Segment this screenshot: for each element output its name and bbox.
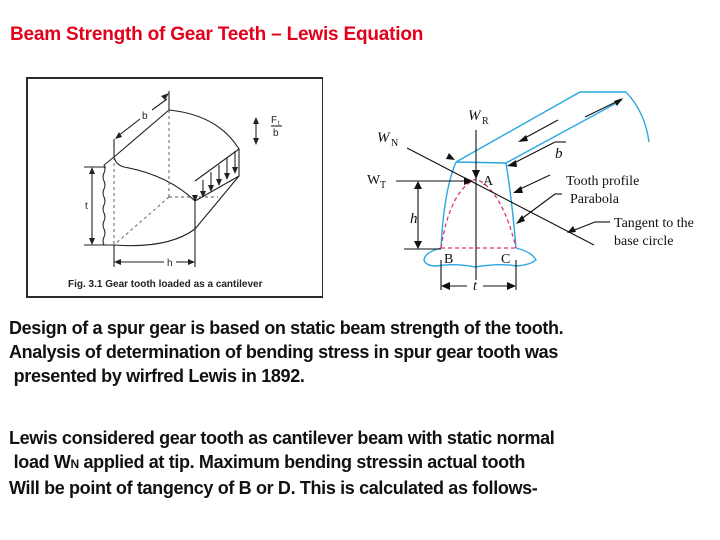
label-tangent-1: Tangent to the [614, 216, 694, 231]
lewis-tooth-diagram [340, 90, 720, 310]
label-A: A [483, 174, 494, 189]
label-tooth-profile: Tooth profile [566, 174, 640, 189]
paragraph-lewis-line-1: Lewis considered gear tooth as cantilever beam with static normal [9, 428, 555, 448]
line-2-prefix: load W [9, 452, 71, 472]
subscript-N: N [70, 457, 79, 471]
figure-cantilever [26, 77, 323, 298]
label-tangent-2: base circle [614, 234, 674, 249]
label-h: h [167, 258, 173, 269]
label-parabola: Parabola [570, 192, 619, 207]
label-h: h [410, 211, 418, 227]
paragraph-intro-line-3: presented by wirfred Lewis in 1892. [9, 366, 305, 386]
label-b: b [142, 111, 148, 122]
label-b: b [555, 146, 563, 162]
paragraph-lewis-line-3: Will be point of tangency of B or D. This is calculated as follows- [9, 478, 538, 498]
paragraph-lewis-line-2 [9, 450, 554, 476]
paragraph-intro-line-2: Analysis of determination of bending stress in spur gear tooth was [9, 342, 558, 362]
paragraph-lewis [9, 426, 554, 500]
slide-title: Beam Strength of Gear Teeth – Lewis Equation [10, 24, 424, 45]
label-C: C [501, 252, 511, 267]
label-WR-sub: R [482, 116, 489, 127]
label-B: B [444, 252, 454, 267]
line-2-suffix: applied at tip. Maximum bending stressin actual tooth [78, 452, 526, 472]
label-t: t [473, 279, 477, 294]
cantilever-diagram [28, 79, 323, 298]
figure-lewis-tooth [340, 90, 720, 310]
label-WT: W [367, 173, 381, 188]
figure-caption: Fig. 3.1 Gear tooth loaded as a cantilever [68, 279, 263, 290]
label-t: t [85, 201, 88, 212]
label-load-F: F [271, 115, 278, 126]
paragraph-intro [9, 316, 563, 388]
label-WT-sub: T [380, 180, 387, 191]
label-load-sub: t [278, 121, 280, 127]
label-WR: W [468, 108, 481, 124]
label-load-b: b [273, 128, 279, 139]
label-WN-sub: N [391, 138, 399, 149]
paragraph-intro-line-1: Design of a spur gear is based on static beam strength of the tooth. [9, 318, 564, 338]
label-WN: W [377, 130, 390, 146]
